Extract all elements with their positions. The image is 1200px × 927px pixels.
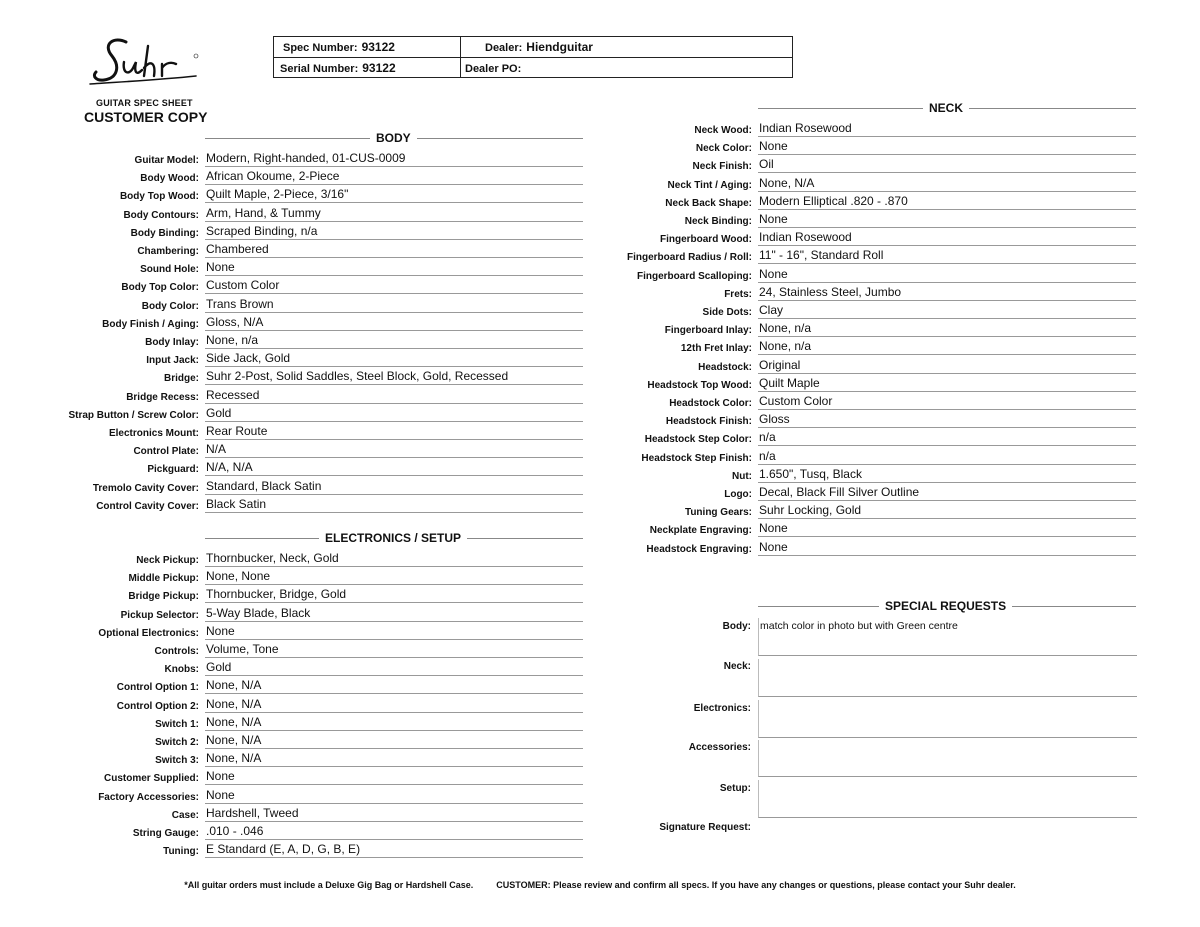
body-field-value: Rear Route xyxy=(206,424,268,438)
neck-field-label: Headstock Step Finish: xyxy=(641,452,752,464)
electronics-field-row xyxy=(0,605,199,623)
electronics-field-underline xyxy=(205,821,583,822)
body-field-label: Body Contours: xyxy=(123,209,199,221)
special-requests-title: SPECIAL REQUESTS xyxy=(879,599,1012,613)
neck-field-row xyxy=(0,229,752,247)
electronics-field-label: Bridge Pickup: xyxy=(128,591,199,603)
neck-field-value: 1.650", Tusq, Black xyxy=(759,466,862,481)
neck-field-underline xyxy=(758,482,1136,483)
neck-field-label: Fingerboard Radius / Roll: xyxy=(626,252,752,264)
neck-field-value: None xyxy=(759,521,788,536)
body-field-value: None, n/a xyxy=(206,333,259,347)
body-field-label: Tremolo Cavity Cover: xyxy=(92,482,199,494)
neck-field-label: Tuning Gears: xyxy=(684,507,752,519)
neck-field-value: Custom Color xyxy=(759,394,833,408)
electronics-field-row xyxy=(0,714,199,732)
dealer-po-label: Dealer PO: xyxy=(465,63,522,75)
electronics-field-underline xyxy=(205,857,583,858)
electronics-field-underline xyxy=(205,784,583,785)
electronics-field-row xyxy=(0,586,199,604)
electronics-field-row xyxy=(0,732,199,750)
neck-field-row xyxy=(0,520,752,538)
electronics-field-label: Control Option 2: xyxy=(116,700,199,712)
neck-field-underline xyxy=(758,263,1136,264)
neck-field-row xyxy=(0,175,752,193)
electronics-field-value: Hardshell, Tweed xyxy=(206,805,299,820)
neck-field-underline xyxy=(758,373,1136,374)
neck-section-title: NECK xyxy=(923,101,969,115)
sr-accessories-box xyxy=(758,740,1137,777)
electronics-field-label: Switch 1: xyxy=(155,718,199,730)
electronics-field-value: Thornbucker, Neck, Gold xyxy=(206,551,339,565)
neck-field-underline xyxy=(758,227,1136,228)
neck-field-label: Headstock Engraving: xyxy=(646,543,752,555)
electronics-field-value: 5-Way Blade, Black xyxy=(206,605,311,620)
dealer-value: Hiendguitar xyxy=(526,40,593,54)
body-field-label: Input Jack: xyxy=(146,355,199,367)
sheet-title: GUITAR SPEC SHEET xyxy=(96,98,193,108)
neck-field-value: None xyxy=(759,539,788,554)
body-field-value: Custom Color xyxy=(206,278,280,293)
neck-field-row xyxy=(0,284,752,302)
body-field-value: Standard, Black Satin xyxy=(206,478,322,493)
sr-body-label: Body: xyxy=(722,621,751,632)
body-field-label: Bridge: xyxy=(164,373,199,385)
electronics-field-label: Factory Accessories: xyxy=(98,791,199,803)
electronics-field-row xyxy=(0,768,199,786)
neck-field-value: Oil xyxy=(759,157,774,172)
neck-field-underline xyxy=(758,391,1136,392)
sr-accessories-label: Accessories: xyxy=(688,742,751,753)
body-field-value: Suhr 2-Post, Solid Saddles, Steel Block, Gold, Recessed xyxy=(206,369,509,384)
sr-neck-box xyxy=(758,659,1137,697)
electronics-field-underline xyxy=(205,712,583,713)
electronics-field-value: None, None xyxy=(206,569,271,584)
neck-field-underline xyxy=(758,536,1136,537)
sr-neck-label: Neck: xyxy=(723,661,751,672)
body-field-label: Sound Hole: xyxy=(140,264,199,276)
neck-field-row xyxy=(0,357,752,375)
body-field-label: Electronics Mount: xyxy=(108,428,199,439)
body-field-value: Gold xyxy=(206,405,232,420)
electronics-field-row xyxy=(0,641,199,659)
neck-field-label: Fingerboard Wood: xyxy=(659,234,752,246)
neck-field-value: None, n/a xyxy=(759,321,812,336)
spec-number-value: 93122 xyxy=(361,40,395,54)
neck-field-underline xyxy=(758,555,1136,556)
body-field-label: Control Cavity Cover: xyxy=(96,500,199,512)
body-field-label: Body Color: xyxy=(141,300,199,312)
electronics-field-value: None, N/A xyxy=(206,733,262,747)
body-field-value: N/A, N/A xyxy=(206,460,253,475)
neck-field-row xyxy=(0,375,752,393)
neck-field-value: None xyxy=(759,212,788,226)
neck-field-underline xyxy=(758,300,1136,301)
neck-field-underline xyxy=(758,209,1136,210)
electronics-field-row xyxy=(0,623,199,641)
neck-field-row xyxy=(0,466,752,484)
neck-field-underline xyxy=(758,245,1136,246)
electronics-field-row xyxy=(0,750,199,768)
body-field-label: Strap Button / Screw Color: xyxy=(68,409,199,421)
body-field-label: Body Wood: xyxy=(140,173,199,185)
electronics-field-row xyxy=(0,841,199,859)
electronics-field-value: Thornbucker, Bridge, Gold xyxy=(206,587,347,602)
neck-field-value: Quilt Maple xyxy=(759,375,820,390)
neck-field-row xyxy=(0,247,752,265)
footer xyxy=(0,880,1200,890)
neck-field-row xyxy=(0,211,752,229)
electronics-field-underline xyxy=(205,621,583,622)
electronics-field-label: Switch 3: xyxy=(155,755,199,767)
electronics-field-underline xyxy=(205,730,583,731)
body-field-value: None xyxy=(206,260,235,275)
neck-field-label: Neck Back Shape: xyxy=(665,197,752,209)
electronics-field-row xyxy=(0,805,199,823)
body-field-label: Control Plate: xyxy=(133,446,199,458)
body-field-label: Chambering: xyxy=(137,246,199,257)
body-field-label: Body Inlay: xyxy=(145,337,199,348)
body-field-value: Trans Brown xyxy=(206,296,274,311)
neck-field-row xyxy=(0,193,752,211)
neck-field-label: Neck Wood: xyxy=(694,125,752,136)
neck-field-label: Neck Tint / Aging: xyxy=(667,179,752,191)
neck-field-underline xyxy=(758,427,1136,428)
neck-field-underline xyxy=(758,445,1136,446)
body-field-value: Quilt Maple, 2-Piece, 3/16" xyxy=(206,187,349,202)
electronics-field-underline xyxy=(205,693,583,694)
neck-field-row xyxy=(0,320,752,338)
electronics-field-row xyxy=(0,568,199,586)
electronics-field-label: Customer Supplied: xyxy=(103,773,199,785)
electronics-field-row xyxy=(0,823,199,841)
body-field-value: Gloss, N/A xyxy=(206,314,264,329)
electronics-field-row xyxy=(0,677,199,695)
sr-body-value: match color in photo but with Green centre xyxy=(760,620,958,632)
neck-field-label: Logo: xyxy=(724,489,752,500)
neck-field-value: Suhr Locking, Gold xyxy=(759,503,862,518)
body-section-title: BODY xyxy=(370,131,417,145)
neck-field-row xyxy=(0,502,752,520)
electronics-field-value: None xyxy=(206,787,235,802)
electronics-field-label: Tuning: xyxy=(163,846,199,858)
electronics-field-row xyxy=(0,659,199,677)
body-field-value: Scraped Binding, n/a xyxy=(206,223,318,238)
neck-field-underline xyxy=(758,154,1136,155)
sr-electronics-box xyxy=(758,700,1137,738)
body-field-label: Body Top Color: xyxy=(121,282,199,294)
copy-title: CUSTOMER COPY xyxy=(84,109,208,125)
serial-number-value: 93122 xyxy=(362,61,396,75)
serial-number-cell xyxy=(280,61,396,75)
electronics-field-label: Middle Pickup: xyxy=(128,573,199,585)
electronics-field-underline xyxy=(205,566,583,567)
neck-field-label: Headstock Top Wood: xyxy=(647,379,752,391)
body-field-label: Body Binding: xyxy=(130,227,199,239)
neck-field-label: Headstock Finish: xyxy=(665,416,752,428)
dealer-label: Dealer: xyxy=(485,42,523,54)
neck-field-value: Original xyxy=(759,357,801,372)
sr-signature-label: Signature Request: xyxy=(659,822,751,833)
footer-note: *All guitar orders must include a Deluxe Gig Bag or Hardshell Case. xyxy=(184,880,474,890)
neck-field-row xyxy=(0,448,752,466)
neck-field-value: Clay xyxy=(759,303,784,317)
neck-field-underline xyxy=(758,282,1136,283)
neck-field-row xyxy=(0,429,752,447)
neck-field-underline xyxy=(758,500,1136,501)
electronics-field-underline xyxy=(205,839,583,840)
neck-field-row xyxy=(0,156,752,174)
neck-field-row xyxy=(0,338,752,356)
neck-field-row xyxy=(0,120,752,138)
neck-field-underline xyxy=(758,136,1136,137)
footer-customer-note: CUSTOMER: Please review and confirm all specs. If you have any changes or questions, please contact your Suhr dealer. xyxy=(496,880,1016,890)
electronics-field-underline xyxy=(205,803,583,804)
sr-electronics-label: Electronics: xyxy=(693,703,751,714)
electronics-field-label: Pickup Selector: xyxy=(120,609,199,621)
body-field-value: Arm, Hand, & Tummy xyxy=(206,205,321,220)
neck-field-underline xyxy=(758,318,1136,319)
electronics-field-underline xyxy=(205,766,583,767)
body-field-label: Guitar Model: xyxy=(134,155,199,166)
neck-field-label: Fingerboard Scalloping: xyxy=(636,270,752,282)
neck-field-value: 24, Stainless Steel, Jumbo xyxy=(759,284,902,299)
neck-field-row xyxy=(0,484,752,502)
neck-field-value: Gloss xyxy=(759,412,790,427)
electronics-field-value: .010 - .046 xyxy=(206,824,264,838)
body-field-label: Bridge Recess: xyxy=(126,391,199,403)
electronics-field-row xyxy=(0,787,199,805)
electronics-section-title: ELECTRONICS / SETUP xyxy=(319,531,467,545)
neck-field-value: None, N/A xyxy=(759,175,815,190)
neck-field-row xyxy=(0,266,752,284)
electronics-field-label: Case: xyxy=(171,809,199,821)
electronics-field-label: Optional Electronics: xyxy=(98,627,199,639)
neck-field-value: n/a xyxy=(759,448,776,463)
neck-field-underline xyxy=(758,191,1136,192)
electronics-field-value: Gold xyxy=(206,660,232,675)
spec-header-table xyxy=(273,36,793,78)
neck-field-label: Neckplate Engraving: xyxy=(649,525,752,537)
neck-field-label: Frets: xyxy=(724,288,752,300)
sr-setup-label: Setup: xyxy=(719,783,751,794)
electronics-field-value: None xyxy=(206,623,235,638)
neck-field-value: None xyxy=(759,266,788,281)
serial-number-label: Serial Number: xyxy=(280,63,359,75)
electronics-field-underline xyxy=(205,675,583,676)
neck-field-row xyxy=(0,302,752,320)
body-field-label: Body Top Wood: xyxy=(119,191,199,203)
dealer-cell xyxy=(485,40,593,54)
body-field-value: Recessed xyxy=(206,387,260,402)
body-field-label: Pickguard: xyxy=(147,464,199,476)
electronics-field-label: Controls: xyxy=(154,646,199,657)
neck-field-label: Neck Binding: xyxy=(684,216,752,227)
neck-field-value: None, n/a xyxy=(759,339,812,354)
neck-field-label: Fingerboard Inlay: xyxy=(664,325,752,337)
neck-field-row xyxy=(0,539,752,557)
neck-field-underline xyxy=(758,172,1136,173)
electronics-field-underline xyxy=(205,657,583,658)
neck-field-underline xyxy=(758,354,1136,355)
neck-field-value: Indian Rosewood xyxy=(759,230,852,245)
spec-number-label: Spec Number: xyxy=(283,42,358,54)
electronics-field-label: Control Option 1: xyxy=(116,682,199,694)
electronics-field-underline xyxy=(205,748,583,749)
neck-field-value: Indian Rosewood xyxy=(759,121,852,135)
neck-field-underline xyxy=(758,336,1136,337)
electronics-field-label: Knobs: xyxy=(164,664,199,676)
electronics-field-underline xyxy=(205,639,583,640)
body-field-label: Body Finish / Aging: xyxy=(102,318,199,330)
electronics-field-value: None xyxy=(206,769,235,784)
body-field-value: African Okoume, 2-Piece xyxy=(206,169,340,184)
neck-field-row xyxy=(0,393,752,411)
dealer-po-cell xyxy=(465,61,525,75)
neck-field-label: 12th Fret Inlay: xyxy=(680,343,752,355)
suhr-logo xyxy=(88,34,208,94)
neck-field-label: Headstock Color: xyxy=(669,398,752,409)
electronics-field-value: None, N/A xyxy=(206,714,262,729)
body-field-value: Black Satin xyxy=(206,496,267,511)
electronics-field-label: String Gauge: xyxy=(132,828,199,839)
neck-field-label: Neck Color: xyxy=(695,143,752,155)
neck-field-label: Side Dots: xyxy=(702,307,752,318)
electronics-field-underline xyxy=(205,584,583,585)
neck-field-label: Nut: xyxy=(732,470,752,482)
electronics-field-underline xyxy=(205,602,583,603)
spec-number-cell xyxy=(283,40,395,54)
neck-field-underline xyxy=(758,464,1136,465)
electronics-field-label: Neck Pickup: xyxy=(136,555,199,566)
electronics-field-row xyxy=(0,696,199,714)
neck-field-value: None xyxy=(759,139,788,154)
sr-setup-box xyxy=(758,780,1137,818)
body-field-value: Chambered xyxy=(206,242,269,256)
neck-field-label: Neck Finish: xyxy=(692,161,752,173)
neck-field-underline xyxy=(758,518,1136,519)
neck-field-value: 11" - 16", Standard Roll xyxy=(759,248,884,263)
body-field-value: Side Jack, Gold xyxy=(206,351,291,366)
electronics-field-value: Volume, Tone xyxy=(206,642,279,656)
electronics-field-value: E Standard (E, A, D, G, B, E) xyxy=(206,842,361,857)
body-field-value: Modern, Right-handed, 01-CUS-0009 xyxy=(206,151,406,165)
neck-field-label: Headstock: xyxy=(698,361,752,373)
neck-field-label: Headstock Step Color: xyxy=(644,434,752,446)
electronics-field-value: None, N/A xyxy=(206,751,262,766)
neck-field-value: Decal, Black Fill Silver Outline xyxy=(759,485,920,499)
body-field-value: N/A xyxy=(206,442,227,457)
neck-field-underline xyxy=(758,409,1136,410)
electronics-field-label: Switch 2: xyxy=(155,737,199,748)
electronics-field-value: None, N/A xyxy=(206,678,262,693)
neck-field-row xyxy=(0,138,752,156)
neck-field-value: n/a xyxy=(759,430,776,445)
brand-text: Suhr xyxy=(89,35,92,36)
neck-field-value: Modern Elliptical .820 - .870 xyxy=(759,193,908,208)
electronics-field-value: None, N/A xyxy=(206,696,262,711)
neck-field-row xyxy=(0,411,752,429)
